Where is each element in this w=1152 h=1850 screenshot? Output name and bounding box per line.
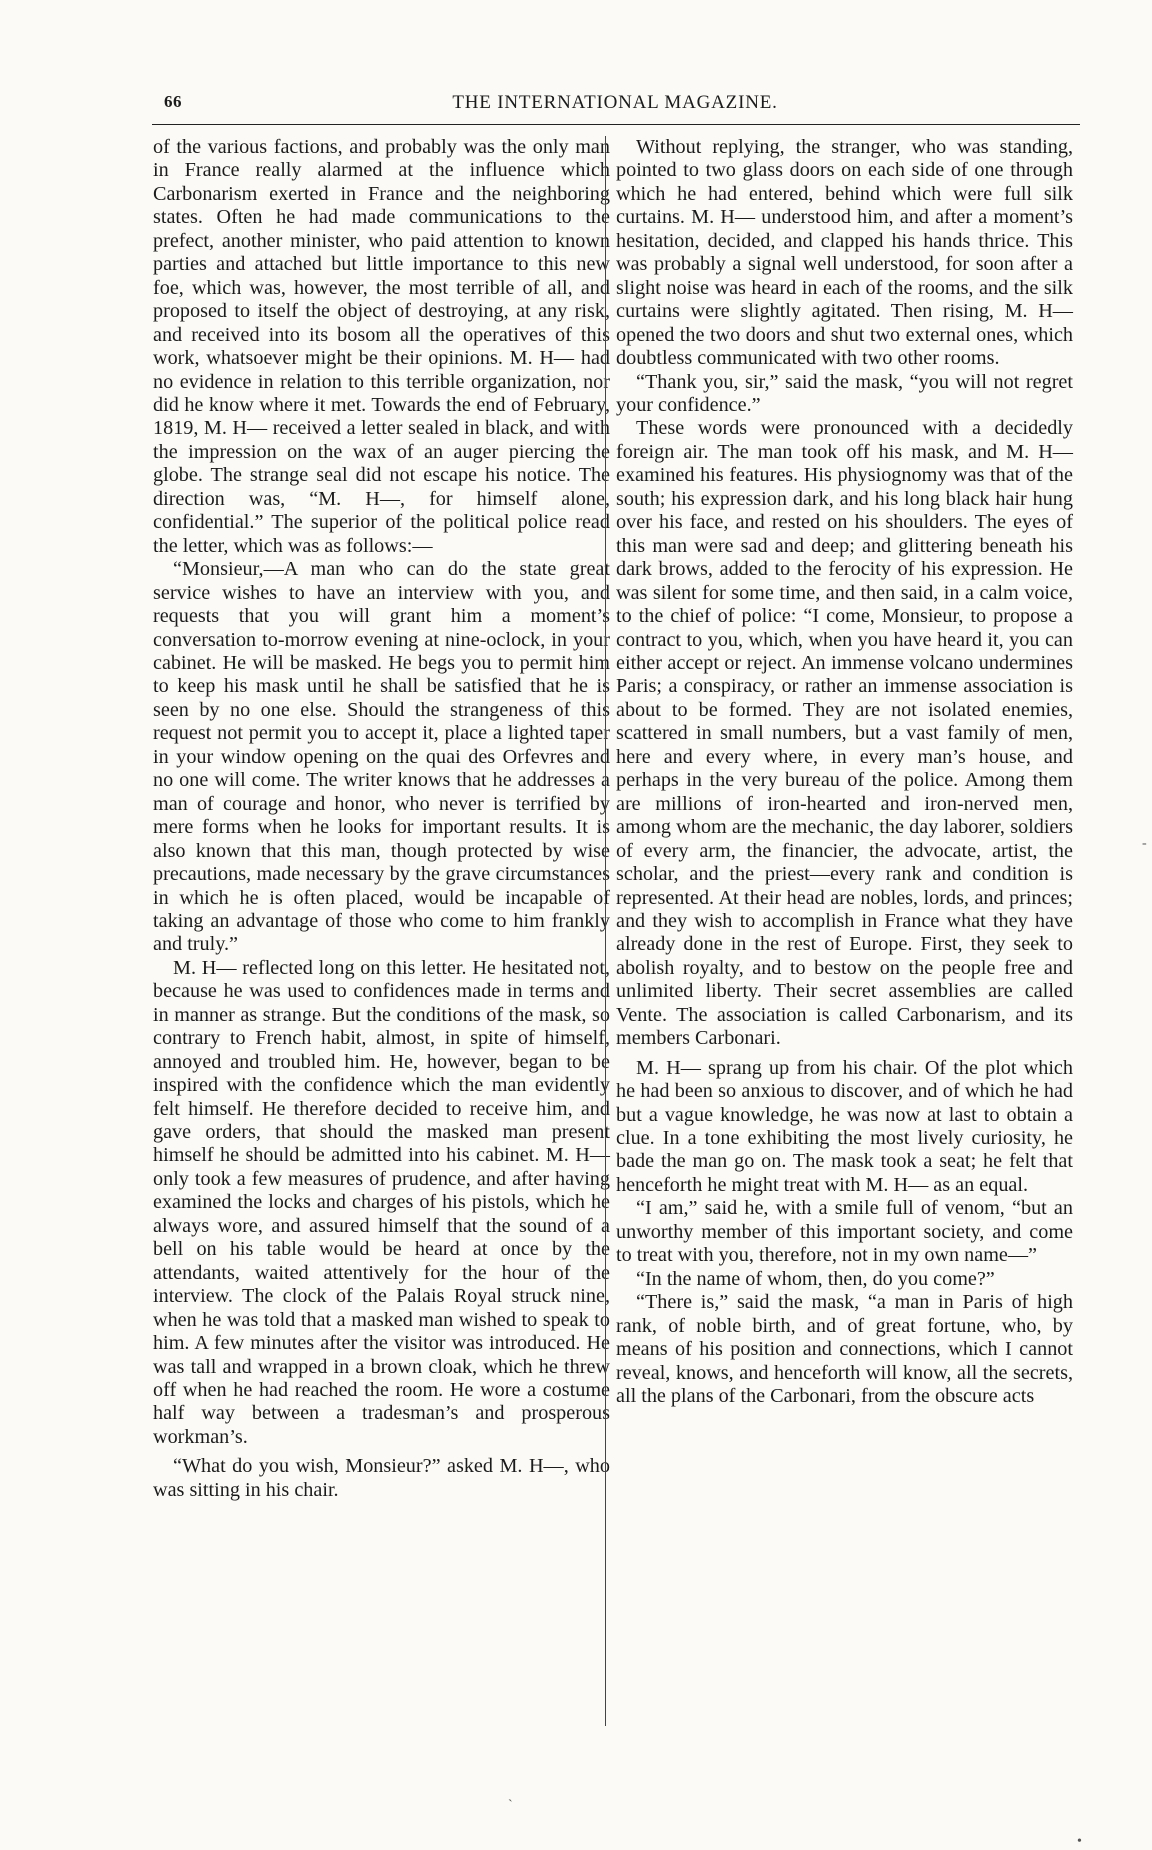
paragraph: “What do you wish, Monsieur?” asked M. H—, who was sitting in his chair.	[153, 1455, 610, 1501]
paragraph: Without replying, the stranger, who was standing, pointed to two glass doors on each side of one through which he had entered, behind which were full silk curtains. M. H— understood him, and after a moment’s hesitation, decided, and clapped his hands thrice. This was probably a signal well understood, for soon after a slight noise was heard in each of the rooms, and the silk curtains were slightly agitated. Then rising, M. H— opened the two doors and shut two external ones, which doubtless communicated with two other rooms.	[616, 136, 1073, 370]
paragraph: “Thank you, sir,” said the mask, “you will not regret your confidence.”	[616, 370, 1073, 416]
margin-mark: •	[1077, 1834, 1082, 1849]
paragraph: “There is,” said the mask, “a man in Paris of high rank, of noble birth, and of great fortune, who, by means of his position and connections, which I cannot reveal, knows, and henceforth will know, all the secrets, all the plans of the Carbonari, from the obscure acts	[616, 1291, 1073, 1408]
paragraph: of the various factions, and probably was the only man in France really alarmed at the influence which Carbonarism exerted in France and the neighboring states. Often he had made communications to the prefect, another minister, who paid attention to known parties and attached but little importance to this new foe, which was, however, the most terrible of all, and proposed to itself the object of destroying, at any risk, and received into its bosom all the operatives of this work, whatsoever might be their opinions. M. H— had no evidence in relation to this terrible organization, nor did he know where it met. Towards the end of February, 1819, M. H— received a letter sealed in black, and with the impression on the wax of an auger piercing the globe. The strange seal did not escape his notice. The direction was, “M. H—, for himself alone, confidential.” The superior of the political police read the letter, which was as follows:—	[153, 136, 610, 557]
margin-mark: -	[1142, 836, 1147, 851]
paragraph: “I am,” said he, with a smile full of venom, “but an unworthy member of this important society, and come to treat with you, therefore, not in my own name—”	[616, 1197, 1073, 1267]
column-divider	[605, 136, 606, 1726]
page-header	[150, 86, 1080, 116]
margin-mark: `	[508, 1798, 513, 1813]
paragraph: “Monsieur,—A man who can do the state great service wishes to have an interview with you, and requests that you will grant him a moment’s conversation to-morrow evening at nine-oclock, in your cabinet. He will be masked. He begs you to permit him to keep his mask until he shall be satisfied that he is seen by no one else. Should the strangeness of this request not permit you to accept it, place a lighted taper in your window opening on the quai des Orfevres and no one will come. The writer knows that he addresses a man of courage and honor, who never is terrified by mere forms when he looks for important results. It is also known that this man, though protected by wise precautions, made necessary by the grave circumstances in which he is often placed, would be incapable of taking an advantage of those who come to him frankly and truly.”	[153, 558, 610, 956]
left-column	[153, 136, 610, 1502]
page-number: 66	[164, 92, 182, 111]
right-column	[616, 136, 1073, 1408]
paragraph: M. H— sprang up from his chair. Of the plot which he had been so anxious to discover, and of which he had but a vague knowledge, he was now at last to obtain a clue. In a tone exhibiting the most lively curiosity, he bade the man go on. The mask took a seat; he felt that henceforth he might treat with M. H— as an equal.	[616, 1056, 1073, 1196]
header-rule	[152, 124, 1080, 125]
running-title: THE INTERNATIONAL MAGAZINE.	[452, 92, 778, 113]
paragraph: “In the name of whom, then, do you come?”	[636, 1267, 995, 1290]
paragraph: M. H— reflected long on this letter. He hesitated not, because he was used to confidences made in terms and in manner as strange. But the conditions of the mask, so contrary to French habit, almost, in spite of himself, annoyed and troubled him. He, however, began to be inspired with the confidence which the man evidently felt himself. He therefore decided to receive him, and gave orders, that should the masked man present himself he should be admitted into his cabinet. M. H— only took a few measures of prudence, and after having examined the locks and charges of his pistols, which he always wore, and assured himself that the sound of a bell on his table would be heard at once by the attendants, waited attentively for the hour of the interview. The clock of the Palais Royal struck nine, when he was told that a masked man wished to speak to him. A few minutes after the visitor was introduced. He was tall and wrapped in a brown cloak, which he threw off when he had reached the room. He wore a costume half way between a tradesman’s and prosperous workman’s.	[153, 956, 610, 1448]
paragraph: These words were pronounced with a decidedly foreign air. The man took off his mask, and M. H— examined his features. His physiognomy was that of the south; his expression dark, and his long black hair hung over his face, and rested on his shoulders. The eyes of this man were sad and deep; and glittering beneath his dark brows, added to the ferocity of his expression. He was silent for some time, and then said, in a calm voice, to the chief of police: “I come, Monsieur, to propose a contract to you, which, when you have heard it, you can either accept or reject. An immense volcano undermines Paris; a conspiracy, or rather an immense association is about to be formed. They are not isolated enemies, scattered in small numbers, but a vast family of men, here and every where, in every man’s house, and perhaps in the very bureau of the police. Among them are millions of iron-hearted and iron-nerved men, among whom are the mechanic, the day laborer, soldiers of every arm, the financier, the advocate, artist, the scholar, and the priest—every rank and condition is represented. At their head are nobles, lords, and princes; and they wish to accomplish in France what they have already done in the rest of Europe. First, they seek to abolish royalty, and to bestow on the people free and unlimited liberty. Their secret assemblies are called Vente. The association is called Carbonarism, and its members Carbonari.	[616, 417, 1073, 1050]
